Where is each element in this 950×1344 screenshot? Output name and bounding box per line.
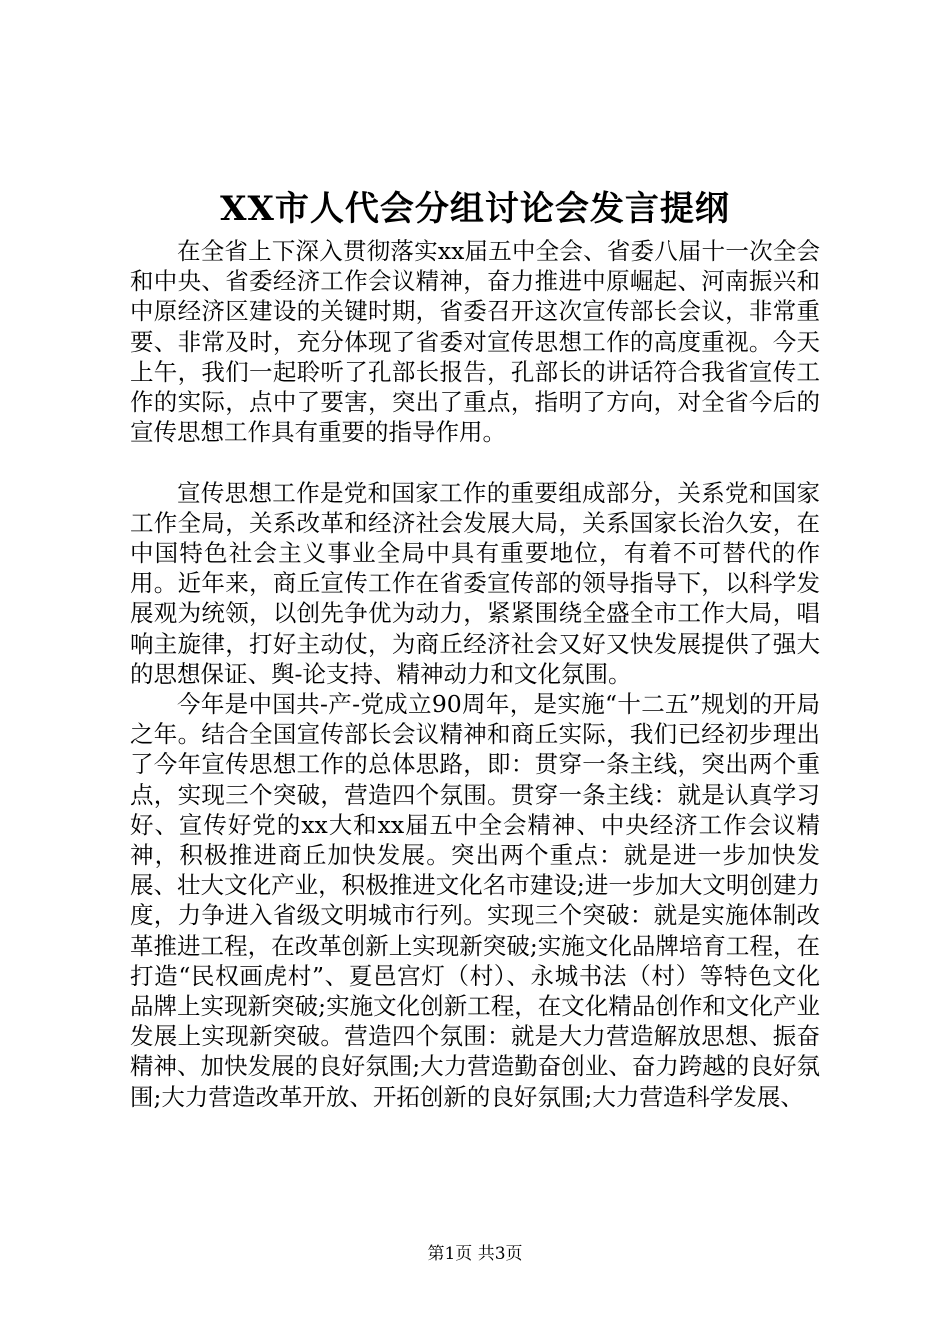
document-title: XX市人代会分组讨论会发言提纲	[220, 189, 730, 229]
paragraph-spacer	[130, 447, 820, 477]
paragraph-2: 宣传思想工作是党和国家工作的重要组成部分，关系党和国家工作全局，关系改革和经济社会发展大局，关系国家长治久安，在中国特色社会主义事业全局中具有重要地位，有着不可替代的作用。近年来，商丘宣传工作在省委宣传部的领导指导下，以科学发展观为统领，以创先争优为动力，紧紧围绕全盛全市工作大局，唱响主旋律，打好主动仗，为商丘经济社会又好又快发展提供了强大的思想保证、舆-论支持、精神动力和文化氛围。	[130, 478, 820, 688]
paragraph-3: 今年是中国共-产-党成立90周年，是实施“十二五”规划的开局之年。结合全国宣传部长会议精神和商丘实际，我们已经初步理出了今年宣传思想工作的总体思路，即：贯穿一条主线，突出两个重点，实现三个突破，营造四个氛围。贯穿一条主线：就是认真学习好、宣传好党的xx大和xx届五中全会精神、中央经济工作会议精神，积极推进商丘加快发展。突出两个重点：就是进一步加快发展、壮大文化产业，积极推进文化名市建设;进一步加大文明创建力度，力争进入省级文明城市行列。实现三个突破：就是实施体制改革推进工程，在改革创新上实现新突破;实施文化品牌培育工程，在打造“民权画虎村”、夏邑宫灯（村）、永城书法（村）等特色文化品牌上实现新突破;实施文化创新工程，在文化精品创作和文化产业发展上实现新突破。营造四个氛围：就是大力营造解放思想、振奋精神、加快发展的良好氛围;大力营造勤奋创业、奋力跨越的良好氛围;大力营造改革开放、开拓创新的良好氛围;大力营造科学发展、	[130, 690, 820, 1111]
document-body	[130, 236, 820, 1112]
page-footer: 第1页 共3页	[427, 1244, 523, 1264]
paragraph-1: 在全省上下深入贯彻落实xx届五中全会、省委八届十一次全会和中央、省委经济工作会议精神，奋力推进中原崛起、河南振兴和中原经济区建设的关键时期，省委召开这次宣传部长会议，非常重要、非常及时，充分体现了省委对宣传思想工作的高度重视。今天上午，我们一起聆听了孔部长报告，孔部长的讲话符合我省宣传工作的实际，点中了要害，突出了重点，指明了方向，对全省今后的宣传思想工作具有重要的指导作用。	[130, 237, 820, 447]
